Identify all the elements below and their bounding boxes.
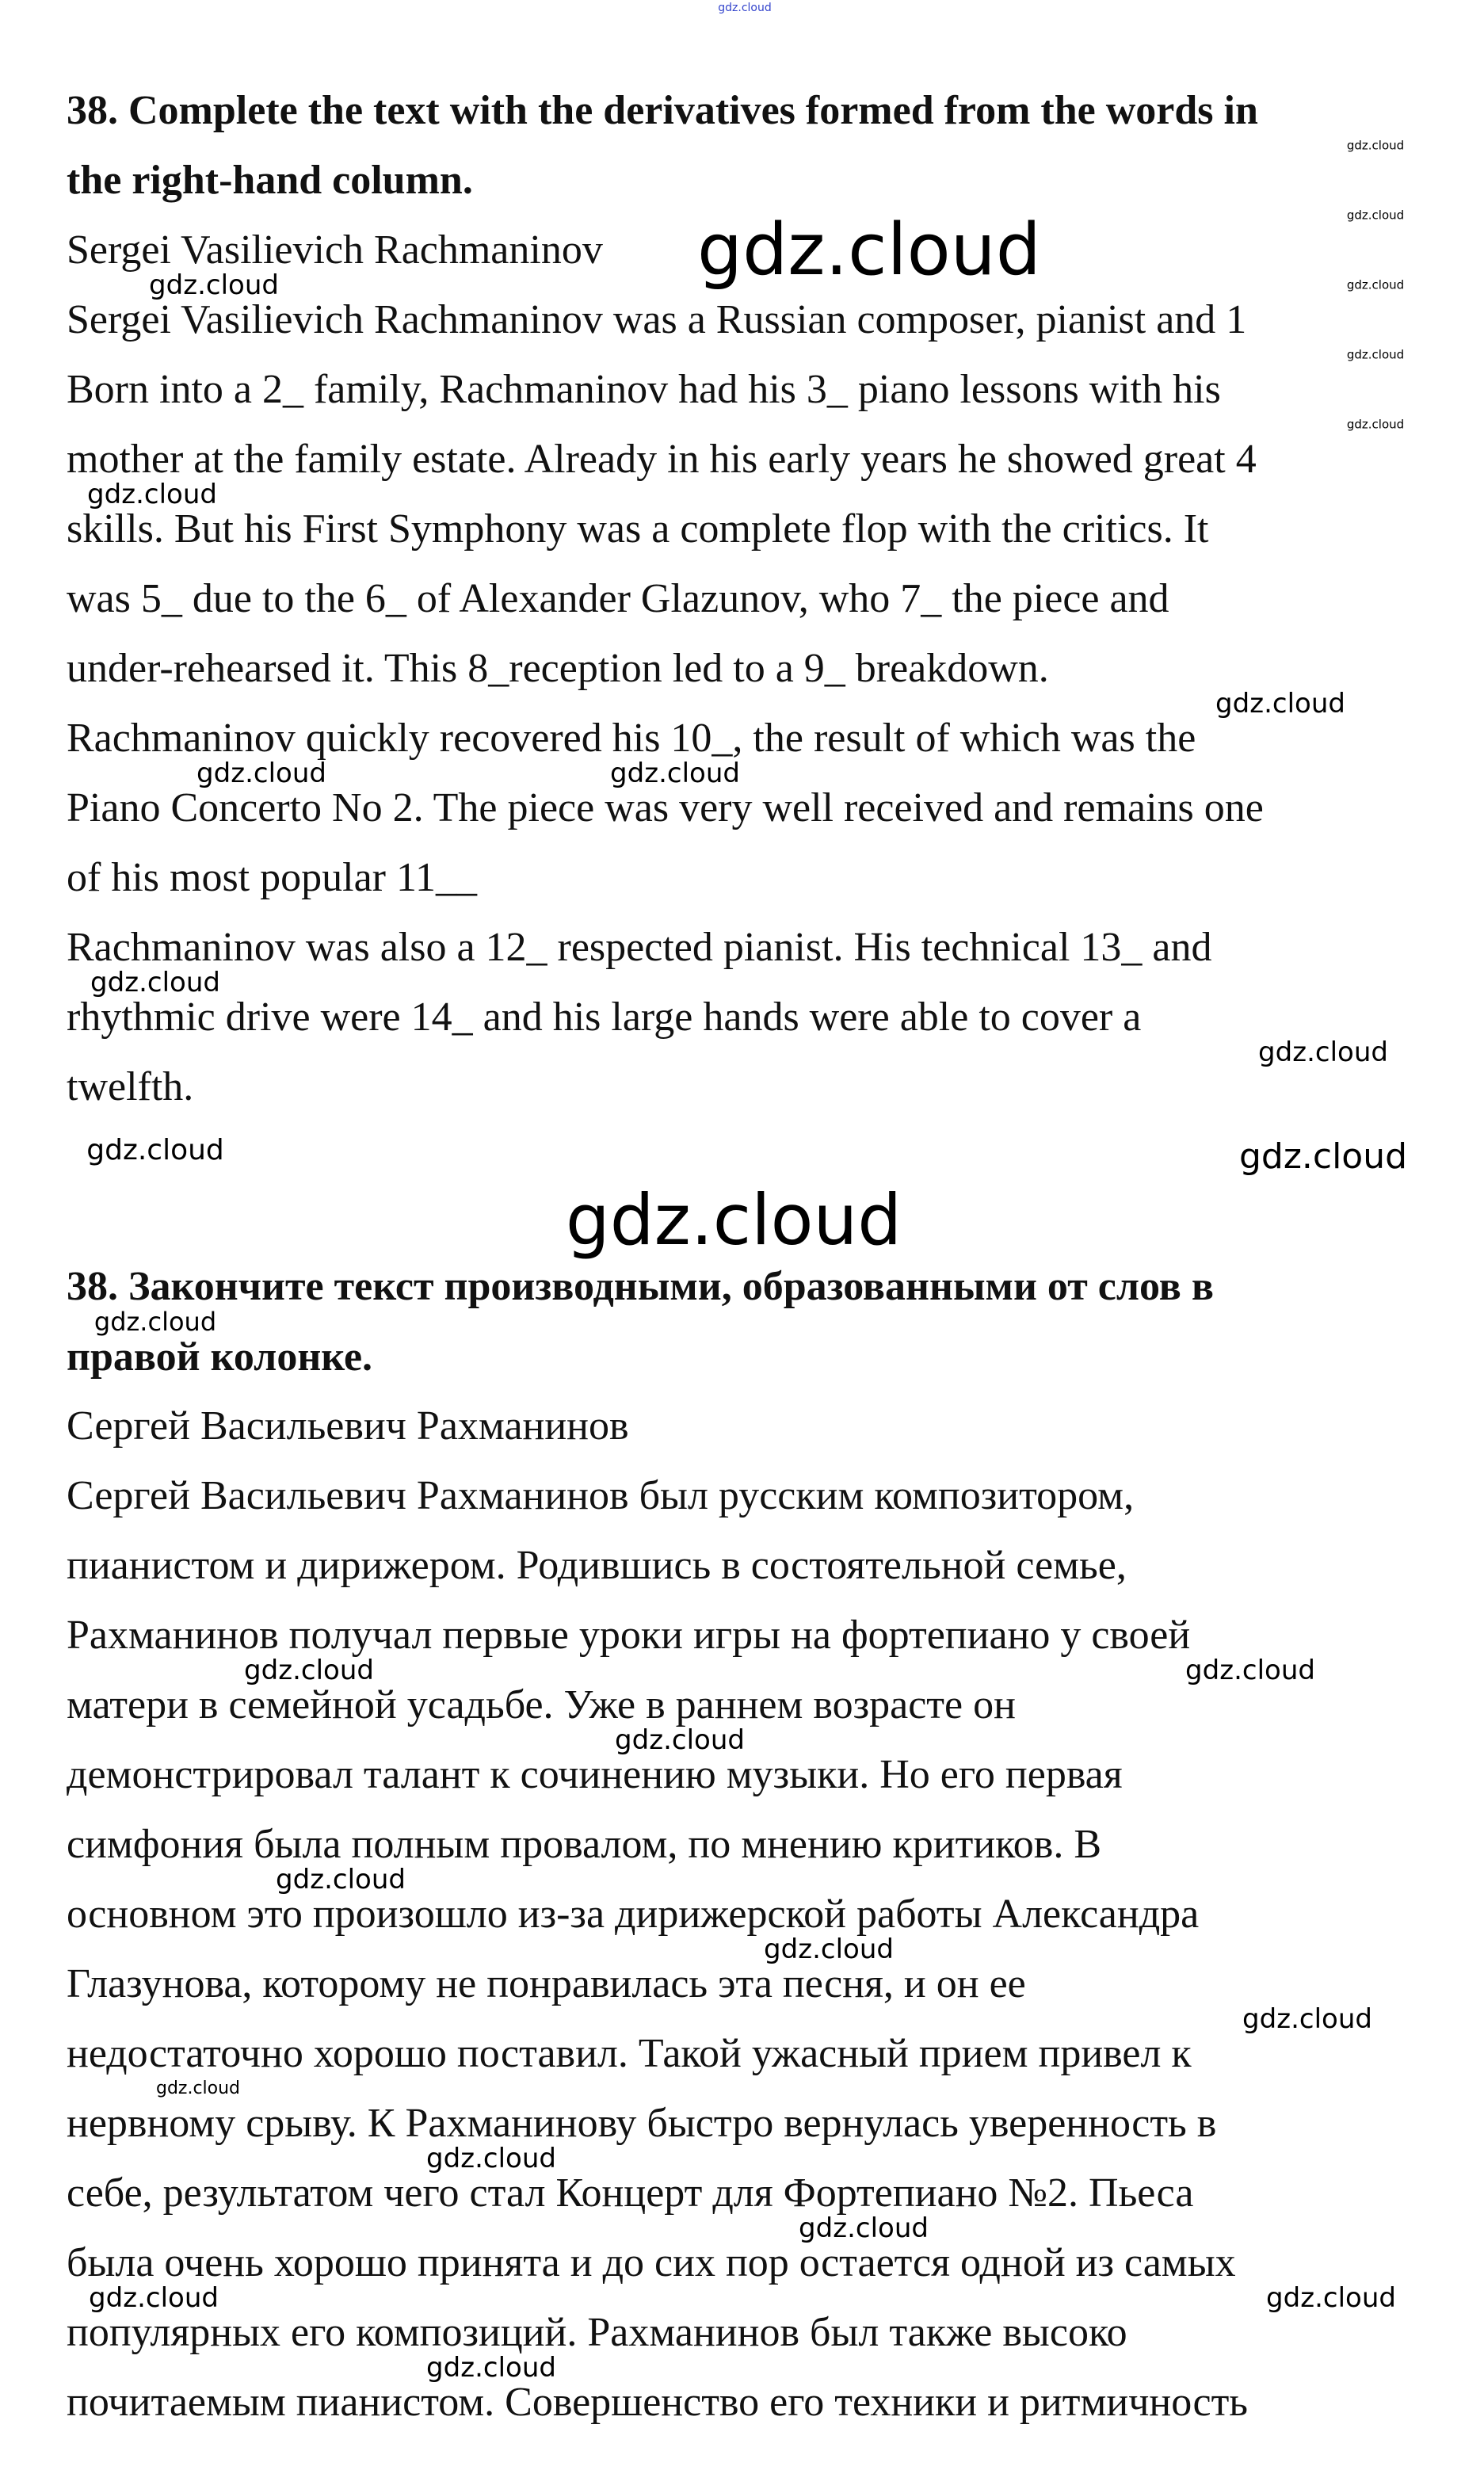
russian-text-line: основном это произошло из-за дирижерской работы Александра bbox=[67, 1892, 1200, 1937]
russian-text-line: симфония была полным провалом, по мнению критиков. В bbox=[67, 1822, 1102, 1867]
watermark: gdz.cloud bbox=[93, 1307, 217, 1337]
english-title-line: the right-hand column. bbox=[67, 158, 473, 203]
english-text-line: of his most popular 11__ bbox=[67, 855, 478, 900]
watermark: gdz.cloud bbox=[610, 758, 740, 789]
russian-text-line: Глазунова, которому не понравилась эта песня, и он ее bbox=[67, 1961, 1026, 2006]
russian-text-line: Сергей Васильевич Рахманинов был русским композитором, bbox=[67, 1473, 1135, 1518]
english-text-line: Born into a 2_ family, Rachmaninov had his 3_ piano lessons with his bbox=[67, 367, 1221, 412]
watermark: gdz.cloud bbox=[276, 1864, 406, 1895]
english-text-line: under-rehearsed it. This 8_reception led to a 9_ breakdown. bbox=[67, 646, 1049, 691]
watermark: gdz.cloud bbox=[1238, 1136, 1408, 1177]
watermark: gdz.cloud bbox=[1258, 1036, 1388, 1068]
russian-title-line: 38. Закончите текст производными, образованными от слов в bbox=[67, 1264, 1214, 1309]
watermark: gdz.cloud bbox=[426, 2352, 556, 2384]
watermark: gdz.cloud bbox=[1185, 1655, 1315, 1686]
russian-text-line: популярных его композиций. Рахманинов был также высоко bbox=[67, 2310, 1127, 2355]
russian-text-line: демонстрировал талант к сочинению музыки. Но его первая bbox=[67, 1752, 1123, 1797]
watermark: gdz.cloud bbox=[1346, 208, 1405, 223]
watermark: gdz.cloud bbox=[87, 479, 217, 510]
english-text-line: rhythmic drive were 14_ and his large hands were able to cover a bbox=[67, 994, 1142, 1040]
english-text-line: mother at the family estate. Already in his early years he showed great 4 bbox=[67, 437, 1257, 482]
watermark: gdz.cloud bbox=[86, 1134, 224, 1166]
english-title-line: 38. Complete the text with the derivatives formed from the words in bbox=[67, 88, 1258, 133]
russian-text-line: Рахманинов получал первые уроки игры на фортепиано у своей bbox=[67, 1613, 1191, 1658]
english-text-line: Sergei Vasilievich Rachmaninov was a Russian composer, pianist and 1 bbox=[67, 297, 1247, 342]
russian-text-line: недостаточно хорошо поставил. Такой ужасный прием привел к bbox=[67, 2031, 1192, 2076]
english-text-line: skills. But his First Symphony was a complete flop with the critics. It bbox=[67, 506, 1209, 552]
english-text-line: Piano Concerto No 2. The piece was very well received and remains one bbox=[67, 785, 1264, 830]
watermark: gdz.cloud bbox=[615, 1724, 745, 1756]
watermark: gdz.cloud bbox=[1346, 417, 1405, 432]
watermark: gdz.cloud bbox=[799, 2212, 929, 2244]
watermark: gdz.cloud bbox=[196, 758, 326, 789]
watermark: gdz.cloud bbox=[1242, 2003, 1372, 2035]
watermark: gdz.cloud bbox=[149, 269, 279, 301]
russian-text-line: была очень хорошо принята и до сих пор остается одной из самых bbox=[67, 2240, 1236, 2285]
russian-text-line: Сергей Васильевич Рахманинов bbox=[67, 1403, 629, 1449]
watermark: gdz.cloud bbox=[697, 208, 1041, 292]
watermark: gdz.cloud bbox=[155, 2079, 241, 2098]
watermark: gdz.cloud bbox=[1346, 138, 1405, 153]
watermark: gdz.cloud bbox=[1266, 2282, 1396, 2314]
english-text-line: Rachmaninov quickly recovered his 10_, the result of which was the bbox=[67, 716, 1196, 761]
watermark: gdz.cloud bbox=[1346, 347, 1405, 362]
watermark: gdz.cloud bbox=[764, 1934, 894, 1965]
english-text-line: twelfth. bbox=[67, 1064, 194, 1109]
watermark: gdz.cloud bbox=[90, 967, 220, 998]
watermark: gdz.cloud bbox=[565, 1179, 902, 1261]
watermark: gdz.cloud bbox=[244, 1655, 374, 1686]
russian-text-line: себе, результатом чего стал Концерт для Фортепиано №2. Пьеса bbox=[67, 2170, 1194, 2216]
russian-title-line: правой колонке. bbox=[67, 1334, 373, 1380]
russian-text-line: нервному срыву. К Рахманинову быстро вернулась уверенность в bbox=[67, 2101, 1217, 2146]
watermark: gdz.cloud bbox=[1215, 688, 1345, 720]
watermark: gdz.cloud bbox=[426, 2143, 556, 2174]
russian-text-line: почитаемым пианистом. Совершенство его техники и ритмичность bbox=[67, 2380, 1249, 2425]
russian-text-line: матери в семейной усадьбе. Уже в раннем возрасте он bbox=[67, 1682, 1016, 1727]
english-text-line: was 5_ due to the 6_ of Alexander Glazunov, who 7_ the piece and bbox=[67, 576, 1169, 621]
watermark: gdz.cloud bbox=[89, 2282, 219, 2314]
english-text-line: Rachmaninov was also a 12_ respected pianist. His technical 13_ and bbox=[67, 925, 1212, 970]
english-text-line: Sergei Vasilievich Rachmaninov bbox=[67, 227, 603, 273]
watermark: gdz.cloud bbox=[718, 2, 772, 14]
russian-text-line: пианистом и дирижером. Родившись в состоятельной семье, bbox=[67, 1543, 1127, 1588]
watermark: gdz.cloud bbox=[1346, 277, 1405, 292]
